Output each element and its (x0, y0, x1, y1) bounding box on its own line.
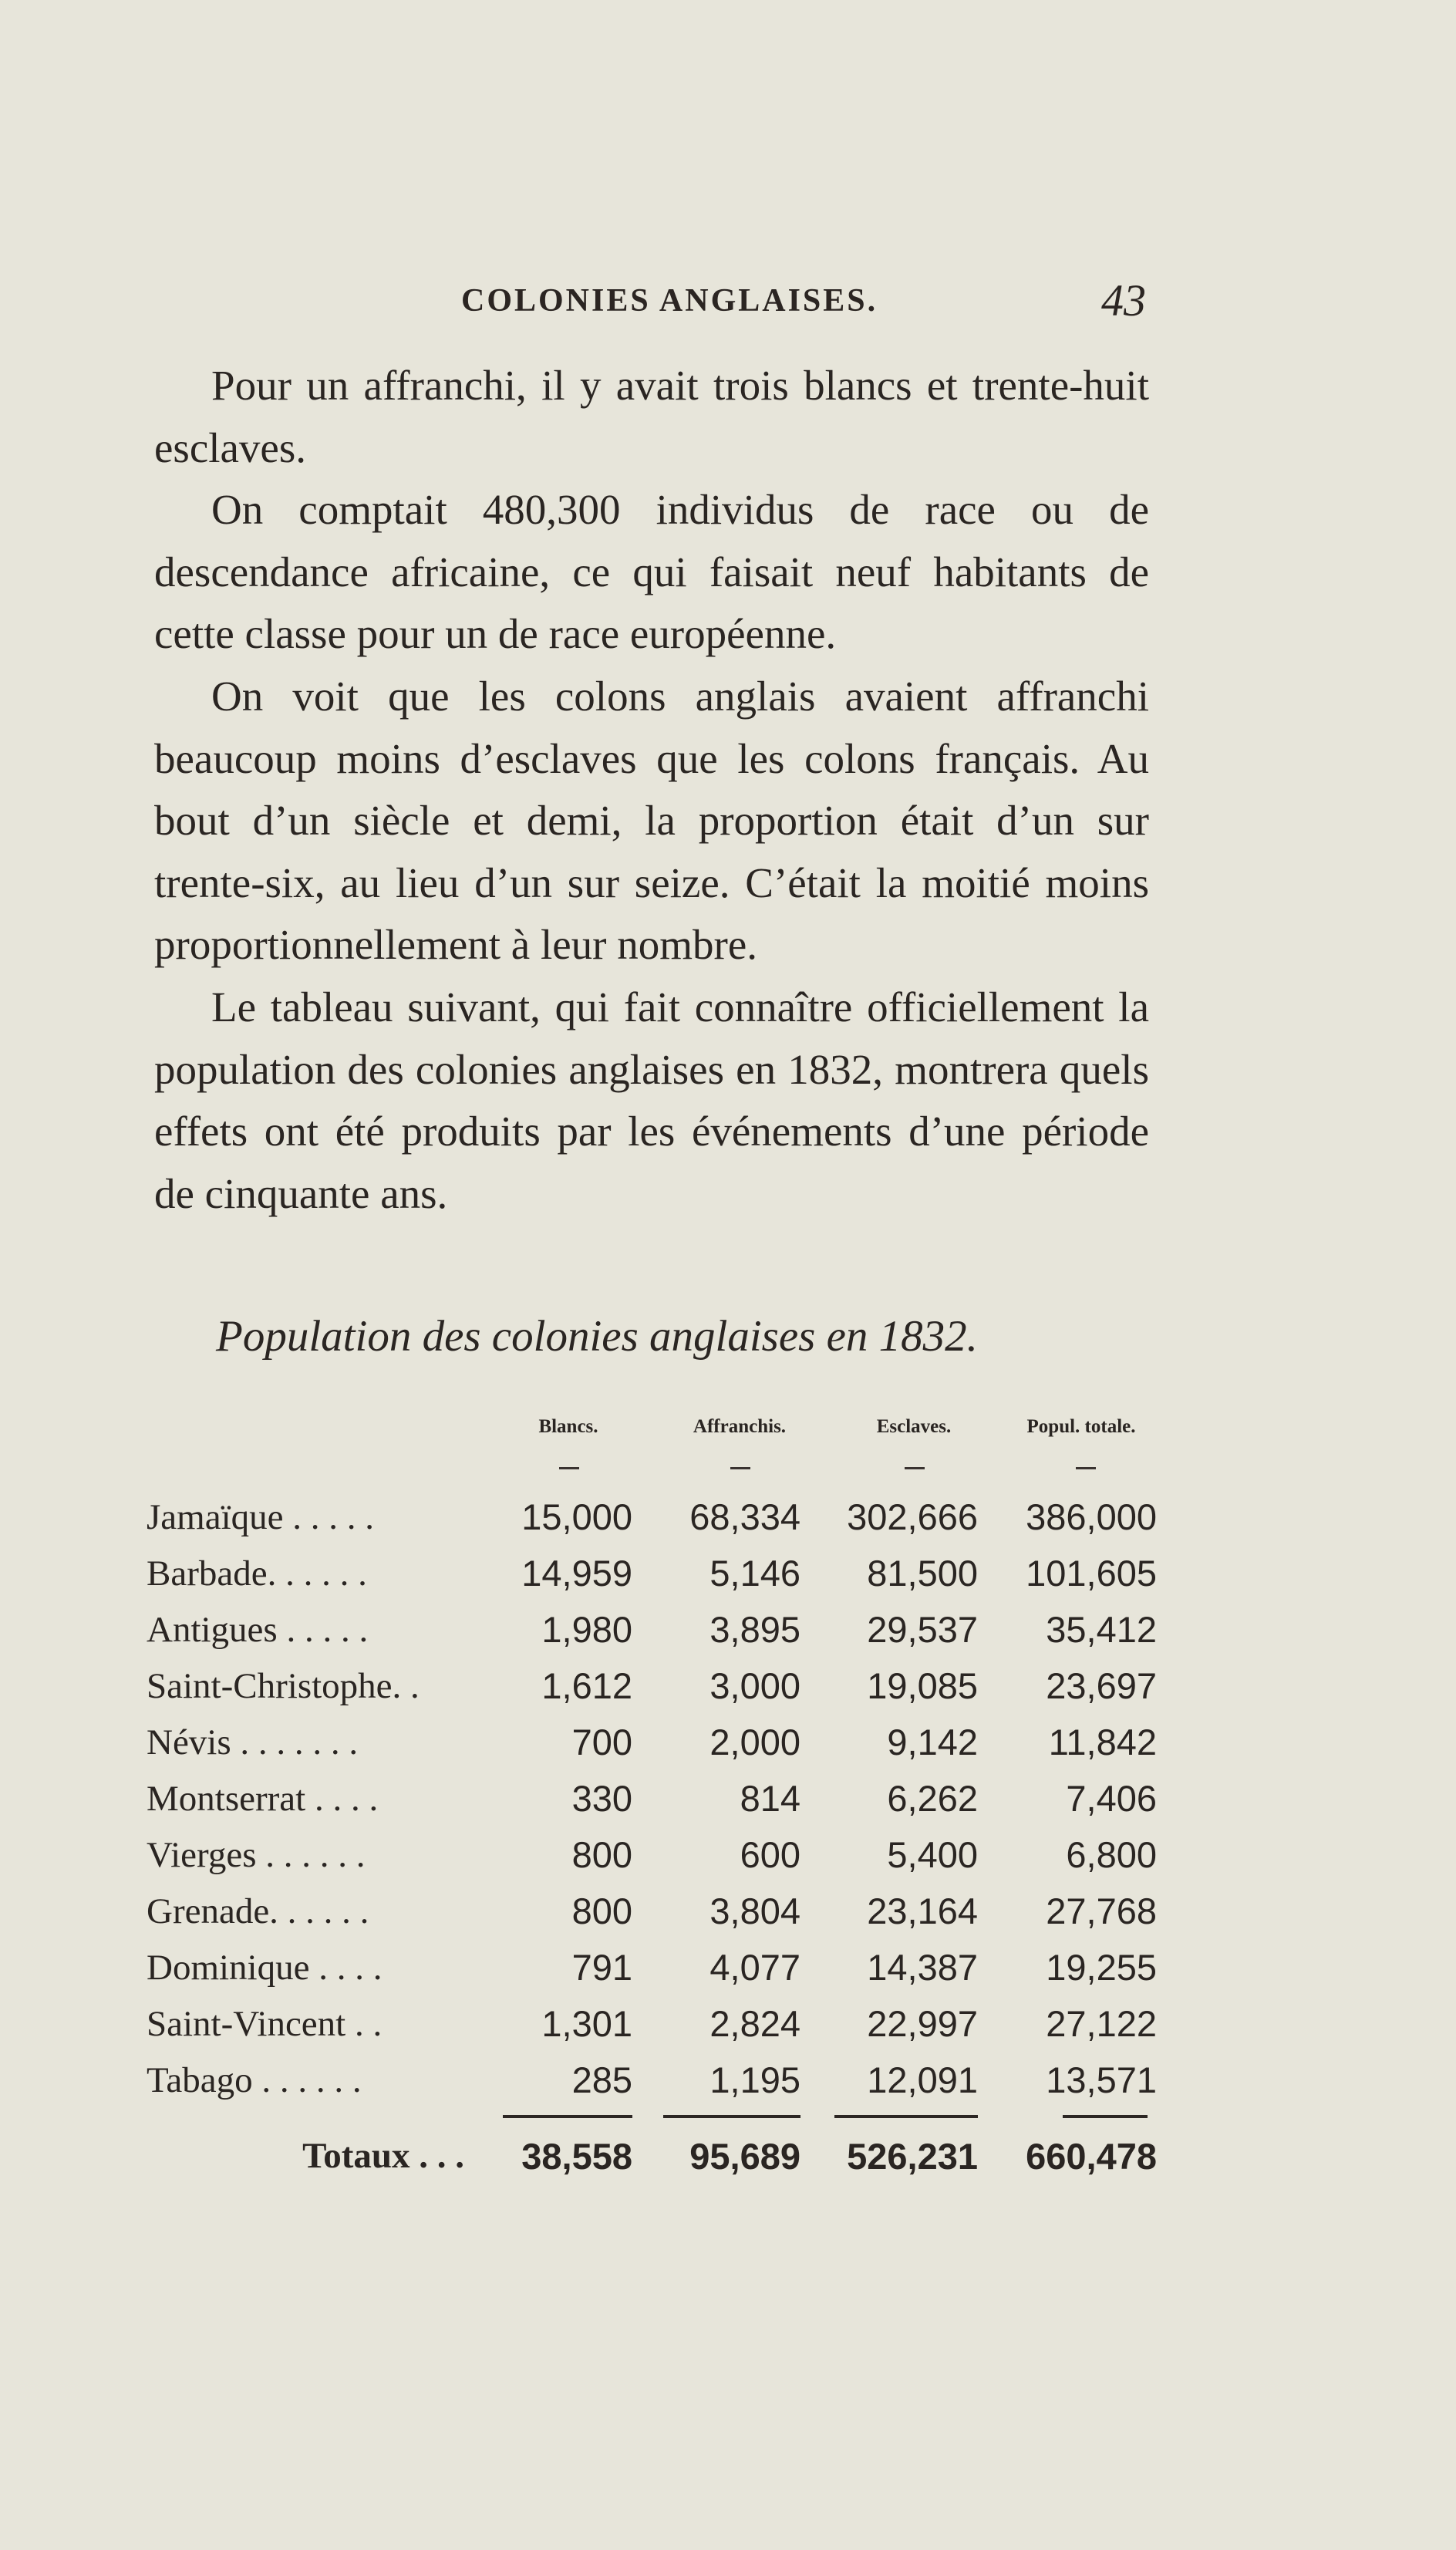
affranchis-total: 95,689 (689, 2135, 800, 2177)
colony-name: Saint-Christophe. . (147, 1665, 420, 1706)
table-row (147, 1826, 1157, 1883)
table-row (147, 1658, 1157, 1714)
table-row (147, 1770, 1157, 1826)
population-table (147, 1416, 1157, 2187)
affranchis-cell: 3,804 (709, 1891, 800, 1931)
esclaves-cell: 23,164 (867, 1891, 978, 1931)
blancs-cell: 800 (571, 1834, 632, 1875)
sum-rule-row (147, 2108, 1157, 2125)
colony-name: Névis . . . . . . . (147, 1722, 359, 1762)
paragraph: On voit que les colons anglais avaient affranchi beaucoup moins d’esclaves que les colons français. Au bout d’un siècle et demi, la proportion était d’un sur trente-six, au lieu d’un sur seize. C’était la moitié moins proportionnellement à leur nombre. (154, 672, 1149, 969)
table-caption: Population des colonies anglaises en 1832. (216, 1312, 978, 1361)
sum-rule (663, 2115, 800, 2118)
column-header-esclaves: Esclaves. (876, 1416, 952, 1437)
blancs-cell: 330 (571, 1778, 632, 1819)
blancs-cell: 791 (571, 1947, 632, 1988)
colony-name: Jamaïque . . . . . (147, 1496, 374, 1537)
column-header-popul-totale: Popul. totale. (1026, 1416, 1136, 1437)
esclaves-cell: 29,537 (867, 1609, 978, 1650)
blancs-cell: 14,959 (521, 1553, 632, 1594)
esclaves-cell: 5,400 (887, 1834, 978, 1875)
affranchis-cell: 3,000 (709, 1665, 800, 1706)
table-row (147, 1489, 1157, 1545)
blancs-cell: 700 (571, 1722, 632, 1762)
total-cell: 101,605 (1026, 1553, 1157, 1594)
colony-name: Grenade. . . . . . (147, 1891, 369, 1931)
table-row (147, 1714, 1157, 1770)
column-header-dashes (147, 1462, 1157, 1489)
sum-rule (1063, 2115, 1148, 2118)
table-body (147, 1489, 1157, 2187)
sum-rule (834, 2115, 978, 2118)
body-text (154, 355, 1149, 1225)
esclaves-cell: 19,085 (867, 1665, 978, 1706)
blancs-cell: 15,000 (521, 1496, 632, 1537)
affranchis-cell: 4,077 (709, 1947, 800, 1988)
grand-total: 660,478 (1026, 2135, 1157, 2177)
total-cell: 27,122 (1046, 2003, 1157, 2044)
population-data-table (147, 1489, 1157, 2187)
blancs-cell: 800 (571, 1891, 632, 1931)
total-cell: 35,412 (1046, 1609, 1157, 1650)
blancs-cell: 1,612 (541, 1665, 632, 1706)
colony-name: Barbade. . . . . . (147, 1553, 367, 1594)
total-cell: 13,571 (1046, 2059, 1157, 2100)
header-dash (1076, 1467, 1096, 1469)
table-row (147, 1995, 1157, 2052)
affranchis-cell: 1,195 (709, 2059, 800, 2100)
affranchis-cell: 3,895 (709, 1609, 800, 1650)
affranchis-cell: 68,334 (689, 1496, 800, 1537)
esclaves-total: 526,231 (847, 2135, 978, 2177)
colony-name: Montserrat . . . . (147, 1778, 379, 1819)
esclaves-cell: 81,500 (867, 1553, 978, 1594)
affranchis-cell: 814 (740, 1778, 800, 1819)
paragraph: Pour un affranchi, il y avait trois blancs et trente-huit esclaves. (154, 362, 1149, 471)
colony-name: Saint-Vincent . . (147, 2003, 383, 2044)
column-header-affranchis: Affranchis. (693, 1416, 787, 1437)
affranchis-cell: 2,000 (709, 1722, 800, 1762)
column-headers (147, 1416, 1157, 1462)
table-row (147, 1545, 1157, 1601)
esclaves-cell: 22,997 (867, 2003, 978, 2044)
page-number: 43 (1101, 275, 1146, 325)
total-cell: 386,000 (1026, 1496, 1157, 1537)
paragraph: On comptait 480,300 individus de race ou de descendance africaine, ce qui faisait neuf habitants de cette classe pour un de race européenne. (154, 486, 1149, 658)
blancs-cell: 285 (571, 2059, 632, 2100)
total-cell: 23,697 (1046, 1665, 1157, 1706)
total-cell: 27,768 (1046, 1891, 1157, 1931)
table-row (147, 1939, 1157, 1995)
blancs-total: 38,558 (521, 2135, 632, 2177)
sum-rule (503, 2115, 632, 2118)
colony-name: Dominique . . . . (147, 1947, 383, 1988)
header-dash (730, 1467, 750, 1469)
esclaves-cell: 14,387 (867, 1947, 978, 1988)
table-row (147, 2052, 1157, 2108)
colony-name: Vierges . . . . . . (147, 1834, 366, 1875)
table-row (147, 1601, 1157, 1658)
blancs-cell: 1,301 (541, 2003, 632, 2044)
table-row (147, 1883, 1157, 1939)
column-header-blancs: Blancs. (538, 1416, 598, 1437)
totals-label: Totaux . . . (302, 2136, 464, 2176)
affranchis-cell: 2,824 (709, 2003, 800, 2044)
colony-name: Tabago . . . . . . (147, 2059, 362, 2100)
total-cell: 6,800 (1066, 1834, 1157, 1875)
header-dash (905, 1467, 925, 1469)
blancs-cell: 1,980 (541, 1609, 632, 1650)
affranchis-cell: 600 (740, 1834, 800, 1875)
total-cell: 11,842 (1048, 1722, 1157, 1762)
esclaves-cell: 12,091 (867, 2059, 978, 2100)
total-cell: 7,406 (1066, 1778, 1157, 1819)
header-dash (559, 1467, 579, 1469)
running-head: COLONIES ANGLAISES. (461, 283, 878, 319)
totals-row (147, 2125, 1157, 2187)
esclaves-cell: 9,142 (887, 1722, 978, 1762)
colony-name: Antigues . . . . . (147, 1609, 369, 1650)
affranchis-cell: 5,146 (709, 1553, 800, 1594)
total-cell: 19,255 (1046, 1947, 1157, 1988)
esclaves-cell: 302,666 (847, 1496, 978, 1537)
esclaves-cell: 6,262 (887, 1778, 978, 1819)
paragraph: Le tableau suivant, qui fait connaître officiellement la population des colonies anglaises en 1832, montrera quels effets ont été produits par les événements d’une période de cinquante ans. (154, 983, 1149, 1217)
